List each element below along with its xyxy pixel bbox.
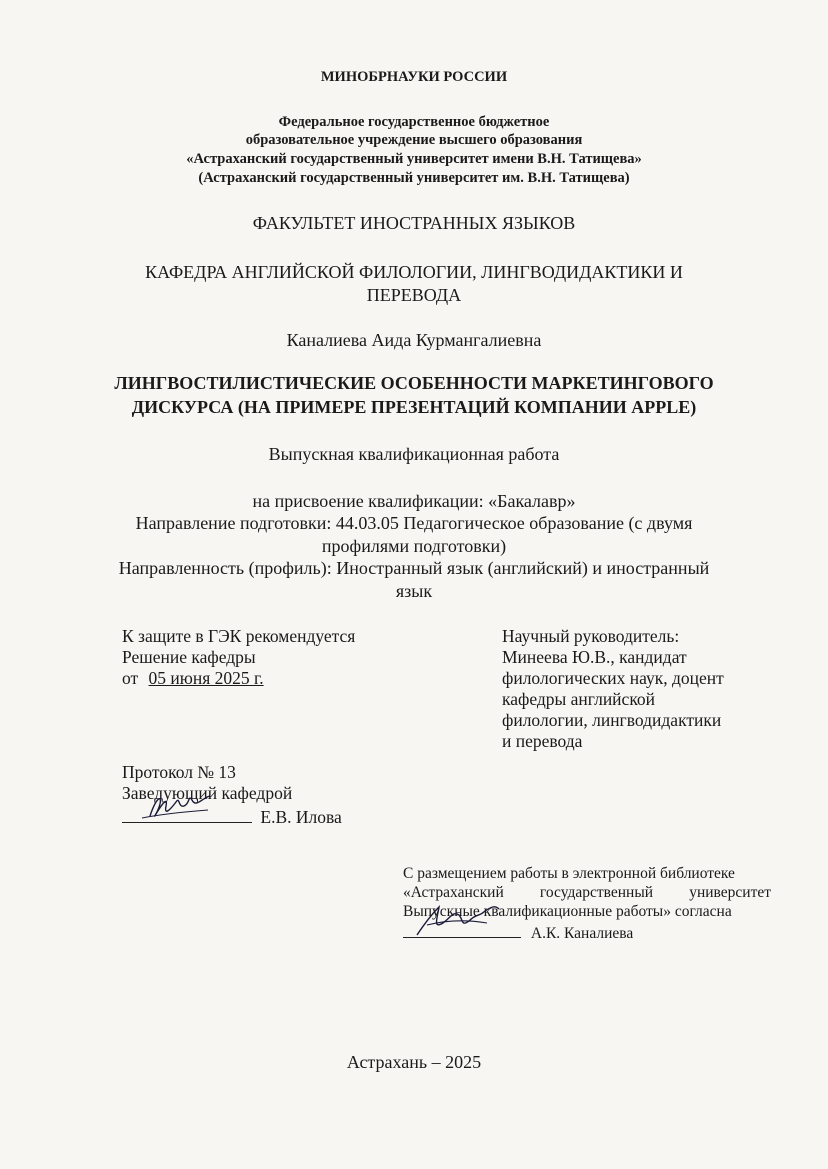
protocol-block	[122, 762, 342, 828]
library-line-3: Выпускные квалификационные работы» согласна	[403, 903, 732, 920]
head-signature-line	[122, 804, 252, 823]
institution-line-2: образовательное учреждение высшего образования	[245, 132, 583, 148]
head-of-department-label: Заведующий кафедрой	[122, 783, 293, 803]
city-year: Астрахань – 2025	[346, 1052, 482, 1072]
department-line-2: ПЕРЕВОДА	[366, 285, 462, 305]
library-line-1: С размещением работы в электронной библиотеке	[403, 865, 735, 882]
institution-line-4: (Астраханский государственный университет им. В.Н. Татищева)	[198, 170, 630, 186]
defense-block	[122, 626, 355, 689]
defense-line-2: Решение кафедры	[122, 647, 256, 667]
head-signature-row	[122, 804, 342, 828]
defense-date-prefix: от	[122, 668, 143, 688]
profile-line-1: Направленность (профиль): Иностранный язык (английский) и иностранный	[118, 558, 710, 578]
student-signature-scribble	[403, 901, 513, 941]
head-name: Е.В. Илова	[260, 807, 342, 827]
supervisor-line-4: кафедры английской	[502, 689, 656, 709]
library-consent-block	[403, 864, 771, 943]
direction-line-2: профилями подготовки)	[321, 536, 507, 556]
library-line-2: «Астраханский государственный университет	[403, 884, 771, 901]
institution-line-3: «Астраханский государственный университет имени В.Н. Татищева»	[186, 151, 642, 167]
department-line-1: КАФЕДРА АНГЛИЙСКОЙ ФИЛОЛОГИИ, ЛИНГВОДИДАКТИКИ И	[145, 262, 683, 282]
ministry-header: МИНОБРНАУКИ РОССИИ	[320, 69, 508, 85]
supervisor-line-3: филологических наук, доцент	[502, 668, 724, 688]
defense-date-value: 05 июня 2025 г.	[148, 668, 264, 688]
supervisor-line-1: Научный руководитель:	[502, 626, 680, 646]
thesis-title-line-2: ДИСКУРСА (НА ПРИМЕРЕ ПРЕЗЕНТАЦИЙ КОМПАНИИ APPLE)	[131, 397, 697, 417]
supervisor-block	[502, 626, 724, 752]
qualification: на присвоение квалификации: «Бакалавр»	[252, 491, 576, 511]
supervisor-line-5: филологии, лингводидактики	[502, 710, 722, 730]
work-type: Выпускная квалификационная работа	[268, 444, 560, 464]
profile-line-2: язык	[395, 581, 433, 601]
author-name: Каналиева Аида Курмангалиевна	[286, 330, 542, 350]
direction-line-1: Направление подготовки: 44.03.05 Педагогическое образование (с двумя	[135, 513, 693, 533]
protocol-number: Протокол № 13	[122, 762, 236, 782]
supervisor-line-6: и перевода	[502, 731, 583, 751]
student-signature-row	[403, 921, 771, 943]
head-signature-scribble	[122, 790, 222, 824]
faculty-name: ФАКУЛЬТЕТ ИНОСТРАННЫХ ЯЗЫКОВ	[252, 213, 576, 233]
supervisor-line-2: Минеева Ю.В., кандидат	[502, 647, 687, 667]
defense-line-1: К защите в ГЭК рекомендуется	[122, 626, 356, 646]
student-name: А.К. Каналиева	[530, 925, 634, 942]
defense-date	[122, 668, 355, 689]
institution-line-1: Федеральное государственное бюджетное	[278, 114, 550, 130]
thesis-title-line-1: ЛИНГВОСТИЛИСТИЧЕСКИЕ ОСОБЕННОСТИ МАРКЕТИНГОВОГО	[114, 373, 714, 393]
student-signature-line	[403, 921, 521, 938]
